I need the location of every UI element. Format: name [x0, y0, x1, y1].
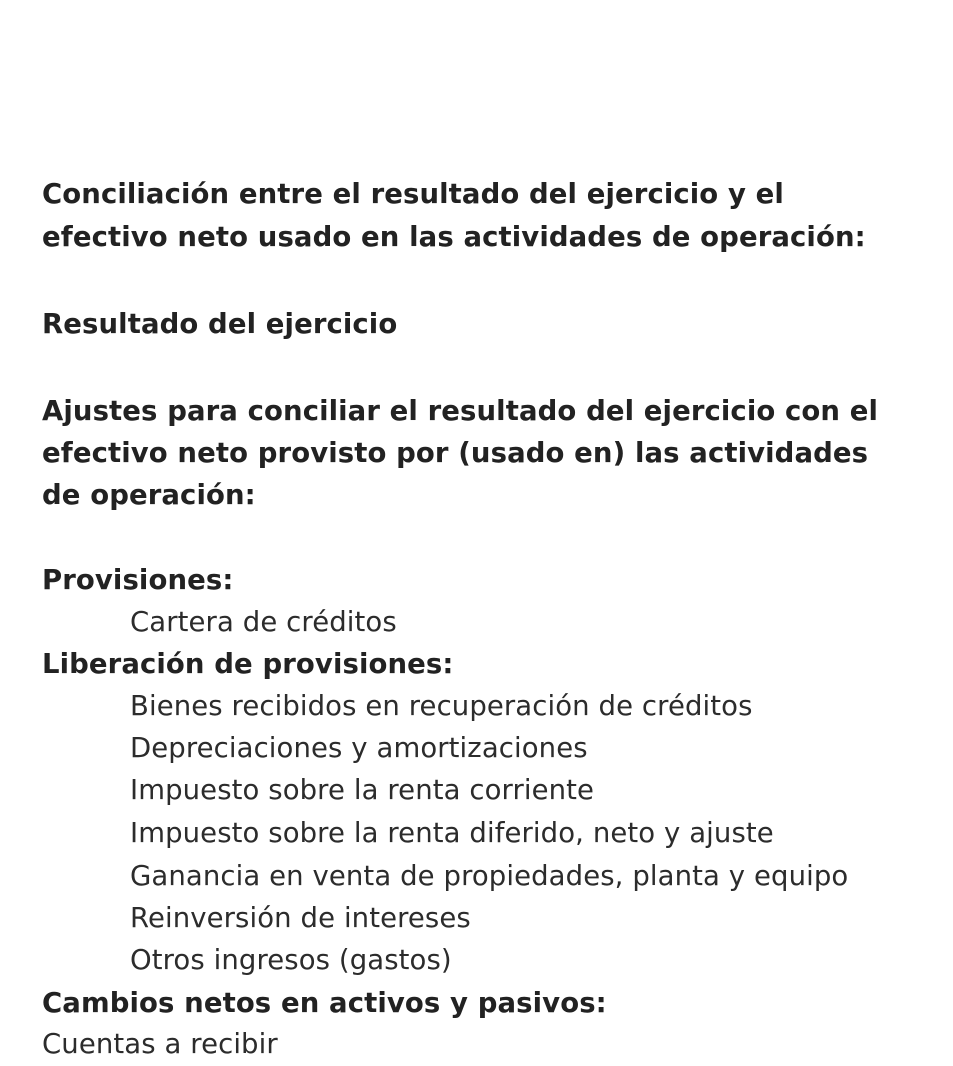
section-heading-line-1: Conciliación entre el resultado del ejercicio y el	[42, 178, 784, 210]
ajustes-heading-line-1: Ajustes para conciliar el resultado del ejercicio con el	[42, 395, 879, 427]
liberacion-title: Liberación de provisiones:	[42, 648, 454, 680]
ajustes-heading-line-2: efectivo neto provisto por (usado en) las actividades	[42, 437, 869, 469]
liberacion-item: Impuesto sobre la renta corriente	[130, 774, 595, 806]
liberacion-item: Impuesto sobre la renta diferido, neto y ajuste	[130, 817, 774, 849]
liberacion-item: Otros ingresos (gastos)	[130, 944, 452, 976]
liberacion-item: Reinversión de intereses	[130, 902, 471, 934]
section-heading-line-2: efectivo neto usado en las actividades de operación:	[42, 221, 866, 253]
liberacion-item: Ganancia en venta de propiedades, planta y equipo	[130, 860, 849, 892]
liberacion-item: Depreciaciones y amortizaciones	[130, 732, 588, 764]
ajustes-heading-line-3: de operación:	[42, 479, 256, 511]
cambios-title: Cambios netos en activos y pasivos:	[42, 987, 607, 1019]
provisiones-title: Provisiones:	[42, 564, 234, 596]
provisiones-item: Cartera de créditos	[130, 606, 397, 638]
resultado-label: Resultado del ejercicio	[42, 308, 398, 340]
liberacion-item: Bienes recibidos en recuperación de créditos	[130, 690, 753, 722]
cambios-item: Cuentas a recibir	[42, 1028, 278, 1060]
